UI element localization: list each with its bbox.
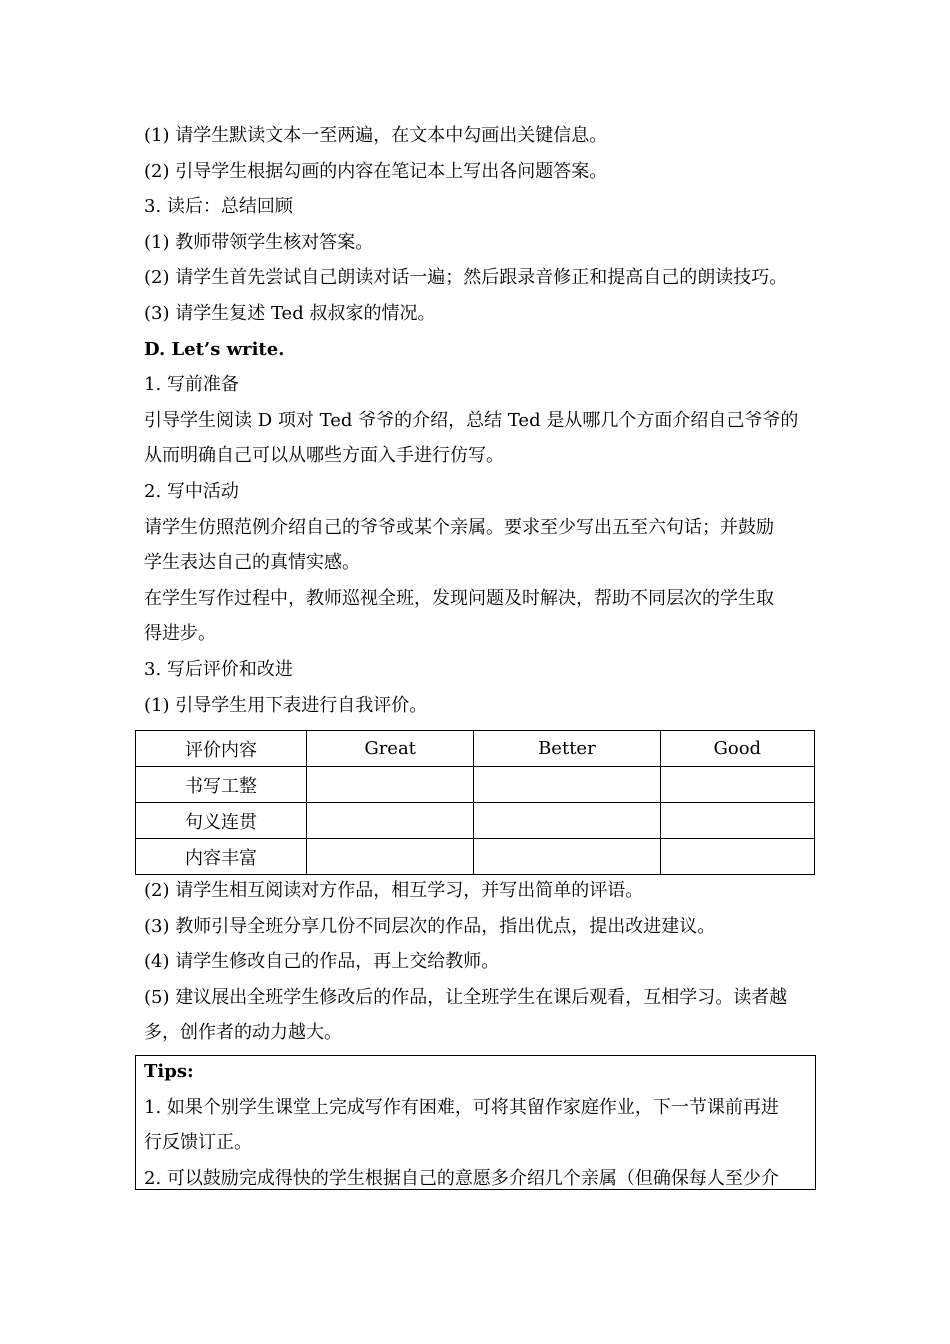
step-read-silently: (1) 请学生默读文本一至两遍，在文本中勾画出关键信息。 (144, 125, 608, 146)
tips-title: Tips: (144, 1061, 194, 1082)
step-read-aloud: (2) 请学生首先尝试自己朗读对话一遍；然后跟录音修正和提高自己的朗读技巧。 (144, 267, 788, 289)
step-retell: (3) 请学生复述 Ted 叔叔家的情况。 (144, 302, 436, 324)
while-writing-text-1: 请学生仿照范例介绍自己的爷爷或某个亲属。要求至少写出五至六句话；并鼓励 (144, 516, 774, 538)
while-writing-text-2: 学生表达自己的真情实感。 (144, 552, 360, 574)
self-evaluation-instruction: (1) 引导学生用下表进行自我评价。 (144, 694, 428, 716)
tip-2-line-1: 2. 可以鼓励完成得快的学生根据自己的意愿多介绍几个亲属（但确保每人至少介 (144, 1167, 779, 1189)
table-cell (474, 767, 660, 803)
table-header-cell: Better (474, 731, 660, 767)
while-writing-text-4: 得进步。 (144, 623, 216, 645)
step-share-works: (3) 教师引导全班分享几份不同层次的作品，指出优点，提出改进建议。 (144, 915, 716, 937)
table-row-label: 句义连贯 (136, 803, 307, 839)
table-cell (660, 767, 814, 803)
lesson-body (144, 118, 814, 723)
section-d-heading: D. Let’s write. (144, 338, 285, 360)
table-header-cell: 评价内容 (136, 731, 307, 767)
tip-1-line-1: 1. 如果个别学生课堂上完成写作有困难，可将其留作家庭作业，下一节课前再进 (144, 1096, 779, 1118)
step-display-2: 多，创作者的动力越大。 (144, 1022, 342, 1044)
table-header-row (136, 731, 815, 767)
step-revise: (4) 请学生修改自己的作品，再上交给教师。 (144, 951, 500, 973)
while-writing-text-3: 在学生写作过程中，教师巡视全班，发现问题及时解决，帮助不同层次的学生取 (144, 587, 774, 609)
step-check-answers: (1) 教师带领学生核对答案。 (144, 231, 374, 253)
pre-writing-heading: 1. 写前准备 (144, 374, 239, 396)
table-cell (474, 839, 660, 875)
table-cell (307, 839, 474, 875)
table-row (136, 839, 815, 875)
table-header-cell: Good (660, 731, 814, 767)
step-write-answers: (2) 引导学生根据勾画的内容在笔记本上写出各问题答案。 (144, 160, 608, 182)
tip-1-line-2: 行反馈订正。 (144, 1132, 252, 1154)
tips-box (135, 1055, 816, 1190)
table-header-cell: Great (307, 731, 474, 767)
table-cell (307, 767, 474, 803)
step-peer-review: (2) 请学生相互阅读对方作品，相互学习，并写出简单的评语。 (144, 880, 644, 901)
self-evaluation-table (135, 730, 815, 875)
table-row (136, 767, 815, 803)
table-row-label: 书写工整 (136, 767, 307, 803)
pre-writing-text-2: 从而明确自己可以从哪些方面入手进行仿写。 (144, 445, 504, 467)
table-cell (660, 803, 814, 839)
while-writing-heading: 2. 写中活动 (144, 480, 239, 502)
post-reading-heading: 3. 读后：总结回顾 (144, 196, 293, 218)
table-row (136, 803, 815, 839)
table-cell (660, 839, 814, 875)
post-writing-steps (144, 873, 814, 1051)
table-cell (307, 803, 474, 839)
table-row-label: 内容丰富 (136, 839, 307, 875)
pre-writing-text-1: 引导学生阅读 D 项对 Ted 爷爷的介绍，总结 Ted 是从哪几个方面介绍自己爷爷的 (144, 409, 799, 431)
post-writing-heading: 3. 写后评价和改进 (144, 658, 293, 680)
step-display-1: (5) 建议展出全班学生修改后的作品，让全班学生在课后观看，互相学习。读者越 (144, 986, 788, 1008)
table-cell (474, 803, 660, 839)
